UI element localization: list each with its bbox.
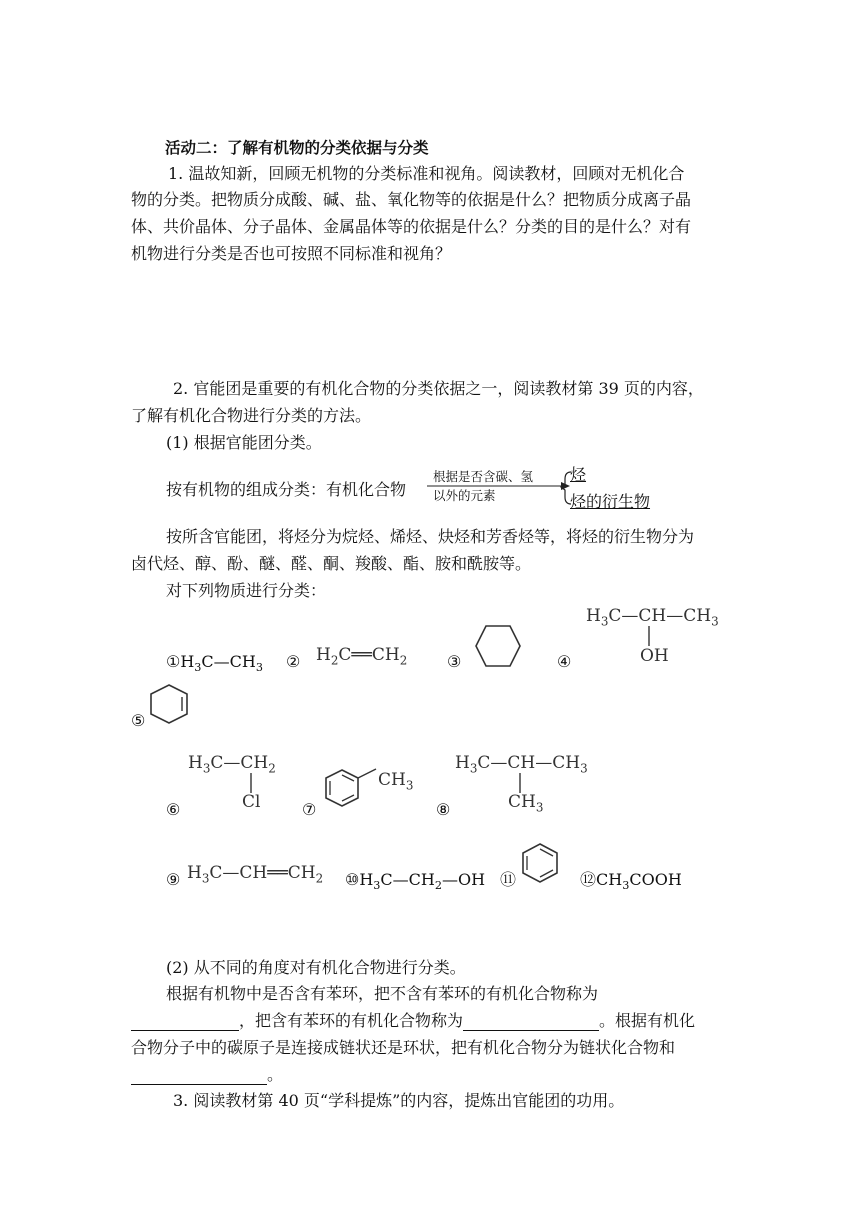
- compound-6-bond: [248, 773, 254, 793]
- compound-8-number: ⑧: [436, 800, 451, 819]
- q2-para-line-1: 按所含官能团，将烃分为烷烃、烯烃、炔烃和芳香烃等，将烃的衍生物分为: [166, 527, 695, 546]
- scheme-branch-hydrocarbon: 烃: [570, 465, 587, 484]
- q3-line: 3. 阅读教材第 40 页“学科提炼”的内容，提炼出官能团的功用。: [173, 1091, 625, 1110]
- scheme-arrow: [425, 470, 575, 510]
- blank-aromatic[interactable]: [463, 1012, 599, 1031]
- scheme-branch-derivative: 烃的衍生物: [570, 492, 651, 511]
- compound-6-number: ⑥: [166, 800, 181, 819]
- q1-line-2: 物的分类。把物质分成酸、碱、盐、氧化物等的依据是什么？把物质分成离子晶: [131, 190, 692, 209]
- compound-7-group: $CH_3$: [378, 770, 414, 793]
- cyclohexene-structure: [148, 683, 190, 725]
- compound-12: [580, 870, 682, 896]
- q2-p2-line-4: [131, 1065, 283, 1085]
- compound-7-number: ⑦: [302, 800, 317, 819]
- compound-10-formula: $H_3C—CH_2—OH$: [359, 870, 486, 893]
- classify-prompt: 对下列物质进行分类：: [166, 581, 327, 600]
- q2-line-1: 2. 官能团是重要的有机化合物的分类依据之一，阅读教材第 39 页的内容，: [173, 379, 704, 398]
- q2-p2-line-2-b: 。根据有机化: [599, 1011, 696, 1030]
- q1-line-4: 机物进行分类是否也可按照不同标准和视角？: [131, 244, 452, 263]
- compound-9-number: ⑨: [166, 870, 181, 889]
- scheme-arrow-top: 根据是否含碳、氢: [433, 469, 534, 484]
- compound-1-number: ①: [166, 652, 181, 671]
- compound-10-number: ⑩: [345, 870, 360, 889]
- q2-p2-line-3: 合物分子中的碳原子是连接成链状还是环状，把有机化合物分为链状化合物和: [131, 1038, 676, 1057]
- compound-9-formula: $H_3C—CH══CH_2$: [187, 863, 324, 886]
- compound-3-number: ③: [447, 652, 462, 671]
- q1-line-3: 体、共价晶体、分子晶体、金属晶体等的依据是什么？分类的目的是什么？对有: [131, 217, 692, 236]
- compound-12-number: ⑫: [580, 870, 597, 889]
- q2-p2-line-4-end: 。: [267, 1065, 284, 1084]
- compound-8-bond: [517, 773, 523, 793]
- q1-line-1: 1. 温故知新，回顾无机物的分类标准和视角。阅读教材，回顾对无机化合: [168, 164, 685, 183]
- compound-2-number: ②: [286, 652, 301, 671]
- compound-6-top: $H_3C—CH_2$: [188, 753, 276, 776]
- compound-10: [345, 870, 485, 896]
- compound-4-sub: OH: [640, 646, 669, 666]
- compound-11-number: ⑪: [500, 870, 517, 889]
- compound-2-formula: $H_2C══CH_2$: [316, 645, 408, 668]
- compound-4-number: ④: [557, 652, 572, 671]
- compound-4-top: $H_3C—CH—CH_3$: [586, 606, 719, 629]
- q2-p2-line-1: 根据有机物中是否含有苯环，把不含有苯环的有机化合物称为: [166, 984, 599, 1003]
- compound-6-sub: Cl: [242, 792, 261, 812]
- compound-12-formula: $CH_3COOH$: [596, 870, 682, 893]
- q2-p2-line-2: [131, 1011, 695, 1031]
- benzene-structure: [520, 842, 560, 886]
- compound-1: [166, 652, 263, 678]
- scheme-arrow-bottom: 以外的元素: [433, 488, 496, 503]
- q2-para-line-2: 卤代烃、醇、酚、醚、醛、酮、羧酸、酯、胺和酰胺等。: [131, 554, 532, 573]
- q2-sub1: (1) 根据官能团分类。: [166, 433, 322, 452]
- toluene-ring: [324, 766, 380, 814]
- q2-line-2: 了解有机化合物进行分类的方法。: [131, 406, 372, 425]
- section-title: 活动二：了解有机物的分类依据与分类: [165, 139, 429, 157]
- scheme-prefix: 按有机物的组成分类：有机化合物: [166, 480, 407, 499]
- blank-non-aromatic[interactable]: [131, 1012, 239, 1031]
- compound-4-bond: [646, 626, 652, 646]
- q2-sub2: (2) 从不同的角度对有机化合物进行分类。: [166, 958, 466, 977]
- compound-8-top: $H_3C—CH—CH_3$: [455, 753, 588, 776]
- q2-p2-line-2-a: ，把含有苯环的有机化合物称为: [239, 1011, 464, 1030]
- compound-5-number: ⑤: [131, 711, 146, 730]
- blank-cyclic[interactable]: [131, 1066, 267, 1085]
- cyclohexane-structure: [474, 624, 522, 668]
- compound-1-formula: $H_3C—CH_3$: [180, 652, 263, 675]
- compound-8-sub: $CH_3$: [508, 792, 544, 815]
